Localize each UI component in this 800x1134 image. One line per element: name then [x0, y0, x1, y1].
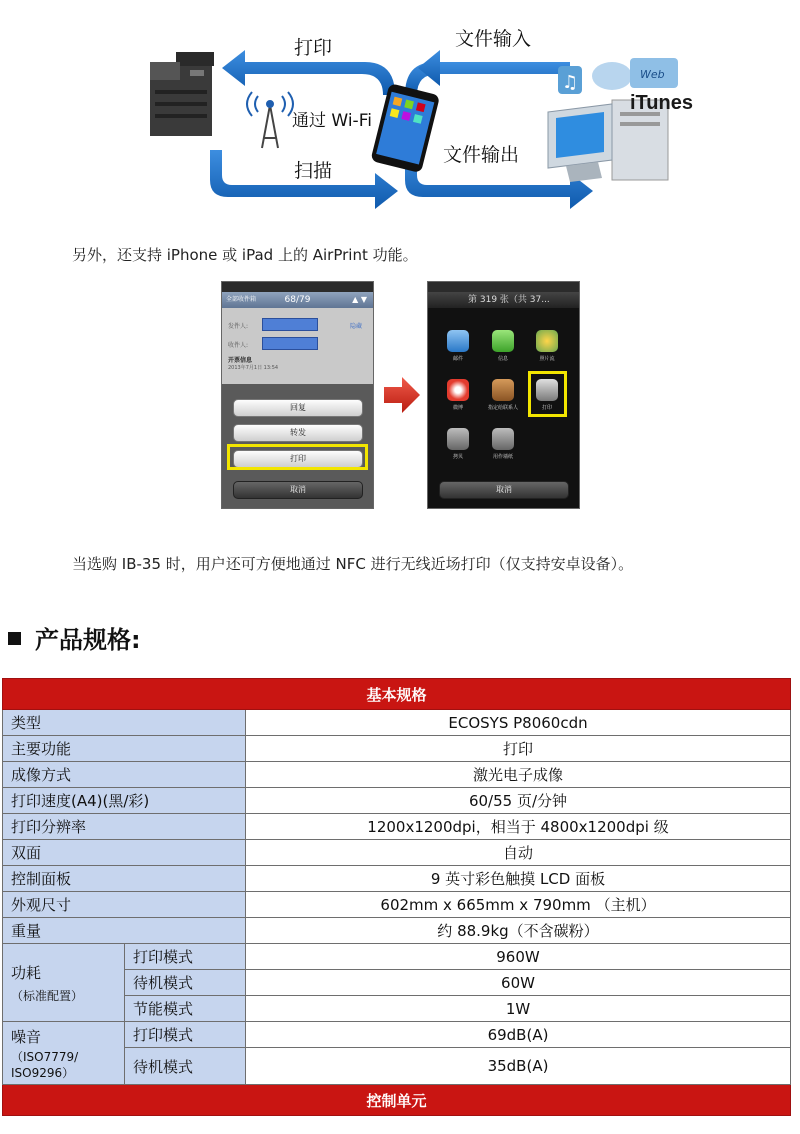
print-label: 打印 — [294, 37, 333, 59]
section-header-row — [3, 1085, 791, 1116]
table-row — [3, 918, 791, 944]
mail-app-icon[interactable] — [447, 330, 469, 352]
spec-label: 成像方式 — [3, 762, 246, 788]
spec-value: 1200x1200dpi，相当于 4800x1200dpi 级 — [246, 814, 791, 840]
heading-text: 产品规格: — [35, 626, 141, 654]
table-row — [3, 736, 791, 762]
mail-nav-bar — [222, 292, 373, 308]
spec-value: ECOSYS P8060cdn — [246, 710, 791, 736]
spec-label: 外观尺寸 — [3, 892, 246, 918]
spec-value: 9 英寸彩色触摸 LCD 面板 — [246, 866, 791, 892]
mobile-print-diagram — [0, 0, 800, 215]
noise-label: 噪音 — [11, 1027, 42, 1046]
wifi-label: 通过 Wi-Fi — [292, 111, 372, 131]
app-label: 微博 — [452, 405, 463, 411]
mode-label: 打印模式 — [125, 944, 246, 970]
spec-value: 激光电子成像 — [246, 762, 791, 788]
hide-link: 隐藏 — [350, 323, 363, 330]
mode-label: 待机模式 — [125, 970, 246, 996]
table-row — [3, 762, 791, 788]
airprint-paragraph: 另外，还支持 iPhone 或 iPad 上的 AirPrint 功能。 — [72, 246, 418, 264]
back-button-label: 全部收件箱 — [226, 296, 257, 303]
mail-print-screenshot — [221, 281, 374, 509]
spec-value: 35dB(A) — [246, 1048, 791, 1085]
spec-label: 类型 — [3, 710, 246, 736]
section-title-basic: 基本规格 — [3, 679, 791, 710]
message-app-icon[interactable] — [492, 330, 514, 352]
photostream-app-icon[interactable] — [536, 330, 558, 352]
cancel-button[interactable]: 取消 — [233, 481, 363, 499]
date: 2013年7月1日 13:54 — [228, 365, 279, 371]
spec-label: 双面 — [3, 840, 246, 866]
app-label: 用作墙纸 — [492, 454, 513, 460]
spec-value: 602mm x 665mm x 790mm （主机） — [246, 892, 791, 918]
iphone-icon — [370, 83, 440, 173]
recipient-field — [262, 337, 318, 350]
right-arrow-icon — [384, 377, 420, 413]
mode-label: 打印模式 — [125, 1022, 246, 1048]
sender-field — [262, 318, 318, 331]
spec-value: 打印 — [246, 736, 791, 762]
copy-app-icon[interactable] — [447, 428, 469, 450]
print-highlight — [528, 371, 567, 417]
table-row — [3, 814, 791, 840]
app-label: 信息 — [497, 356, 508, 362]
table-row — [3, 866, 791, 892]
spec-value: 约 88.9kg（不含碳粉） — [246, 918, 791, 944]
spec-label: 打印速度(A4)(黑/彩) — [3, 788, 246, 814]
spec-value: 1W — [246, 996, 791, 1022]
noise-label-cell — [3, 1022, 125, 1085]
reply-button[interactable]: 回复 — [233, 399, 363, 417]
section-header-row — [3, 679, 791, 710]
sender-label: 发件人: — [228, 323, 249, 330]
scan-label: 扫描 — [294, 160, 333, 182]
itunes-label: iTunes — [630, 92, 693, 114]
wallpaper-app-icon[interactable] — [492, 428, 514, 450]
section-title-control: 控制单元 — [3, 1085, 791, 1116]
photo-nav-bar: 第 319 张（共 37... — [428, 292, 579, 308]
table-row — [3, 840, 791, 866]
app-label: 拷贝 — [452, 454, 463, 460]
spec-label: 打印分辨率 — [3, 814, 246, 840]
app-label: 邮件 — [452, 356, 463, 362]
status-bar — [428, 282, 579, 292]
spec-label: 重量 — [3, 918, 246, 944]
print-button[interactable]: 打印 — [233, 450, 363, 468]
app-label: 打印 — [541, 405, 552, 411]
app-label: 照片流 — [539, 356, 555, 362]
up-down-arrows-icon: ▲ ▼ — [352, 295, 367, 304]
file-out-label: 文件输出 — [443, 144, 520, 166]
spec-value: 69dB(A) — [246, 1022, 791, 1048]
table-row — [3, 1022, 791, 1048]
square-bullet-icon — [8, 632, 21, 645]
file-in-label: 文件输入 — [455, 28, 532, 50]
table-row — [3, 710, 791, 736]
svg-text:♫: ♫ — [562, 72, 579, 93]
weibo-app-icon[interactable] — [447, 379, 469, 401]
spec-value: 自动 — [246, 840, 791, 866]
table-row — [3, 944, 791, 970]
recipient-label: 收件人: — [228, 342, 249, 349]
spec-value: 60/55 页/分钟 — [246, 788, 791, 814]
photo-print-screenshot — [427, 281, 580, 509]
mode-label: 节能模式 — [125, 996, 246, 1022]
forward-button[interactable]: 转发 — [233, 424, 363, 442]
noise-note: （ISO7779/ ISO9296） — [11, 1049, 79, 1080]
web-label: Web — [640, 68, 665, 81]
nfc-paragraph: 当选购 IB-35 时，用户还可方便地通过 NFC 进行无线近场打印（仅支持安卓设备）。 — [72, 555, 634, 573]
power-note: （标准配置） — [11, 988, 84, 1003]
spec-value: 960W — [246, 944, 791, 970]
contact-app-icon[interactable] — [492, 379, 514, 401]
power-label-cell — [3, 944, 125, 1022]
mode-label: 待机模式 — [125, 1048, 246, 1085]
printer-icon — [150, 52, 214, 136]
table-row — [3, 892, 791, 918]
cancel-button[interactable]: 取消 — [439, 481, 569, 499]
message-count: 68/79 — [284, 295, 311, 305]
table-row — [3, 788, 791, 814]
subject: 开票信息 — [228, 357, 253, 364]
wifi-icon — [247, 92, 293, 148]
status-bar — [222, 282, 373, 292]
power-label: 功耗 — [11, 963, 42, 982]
spec-label: 控制面板 — [3, 866, 246, 892]
spec-table — [2, 678, 791, 1116]
print-highlight — [227, 444, 368, 470]
section-heading — [8, 620, 141, 655]
spec-label: 主要功能 — [3, 736, 246, 762]
app-label: 指定给联系人 — [487, 405, 518, 411]
spec-value: 60W — [246, 970, 791, 996]
